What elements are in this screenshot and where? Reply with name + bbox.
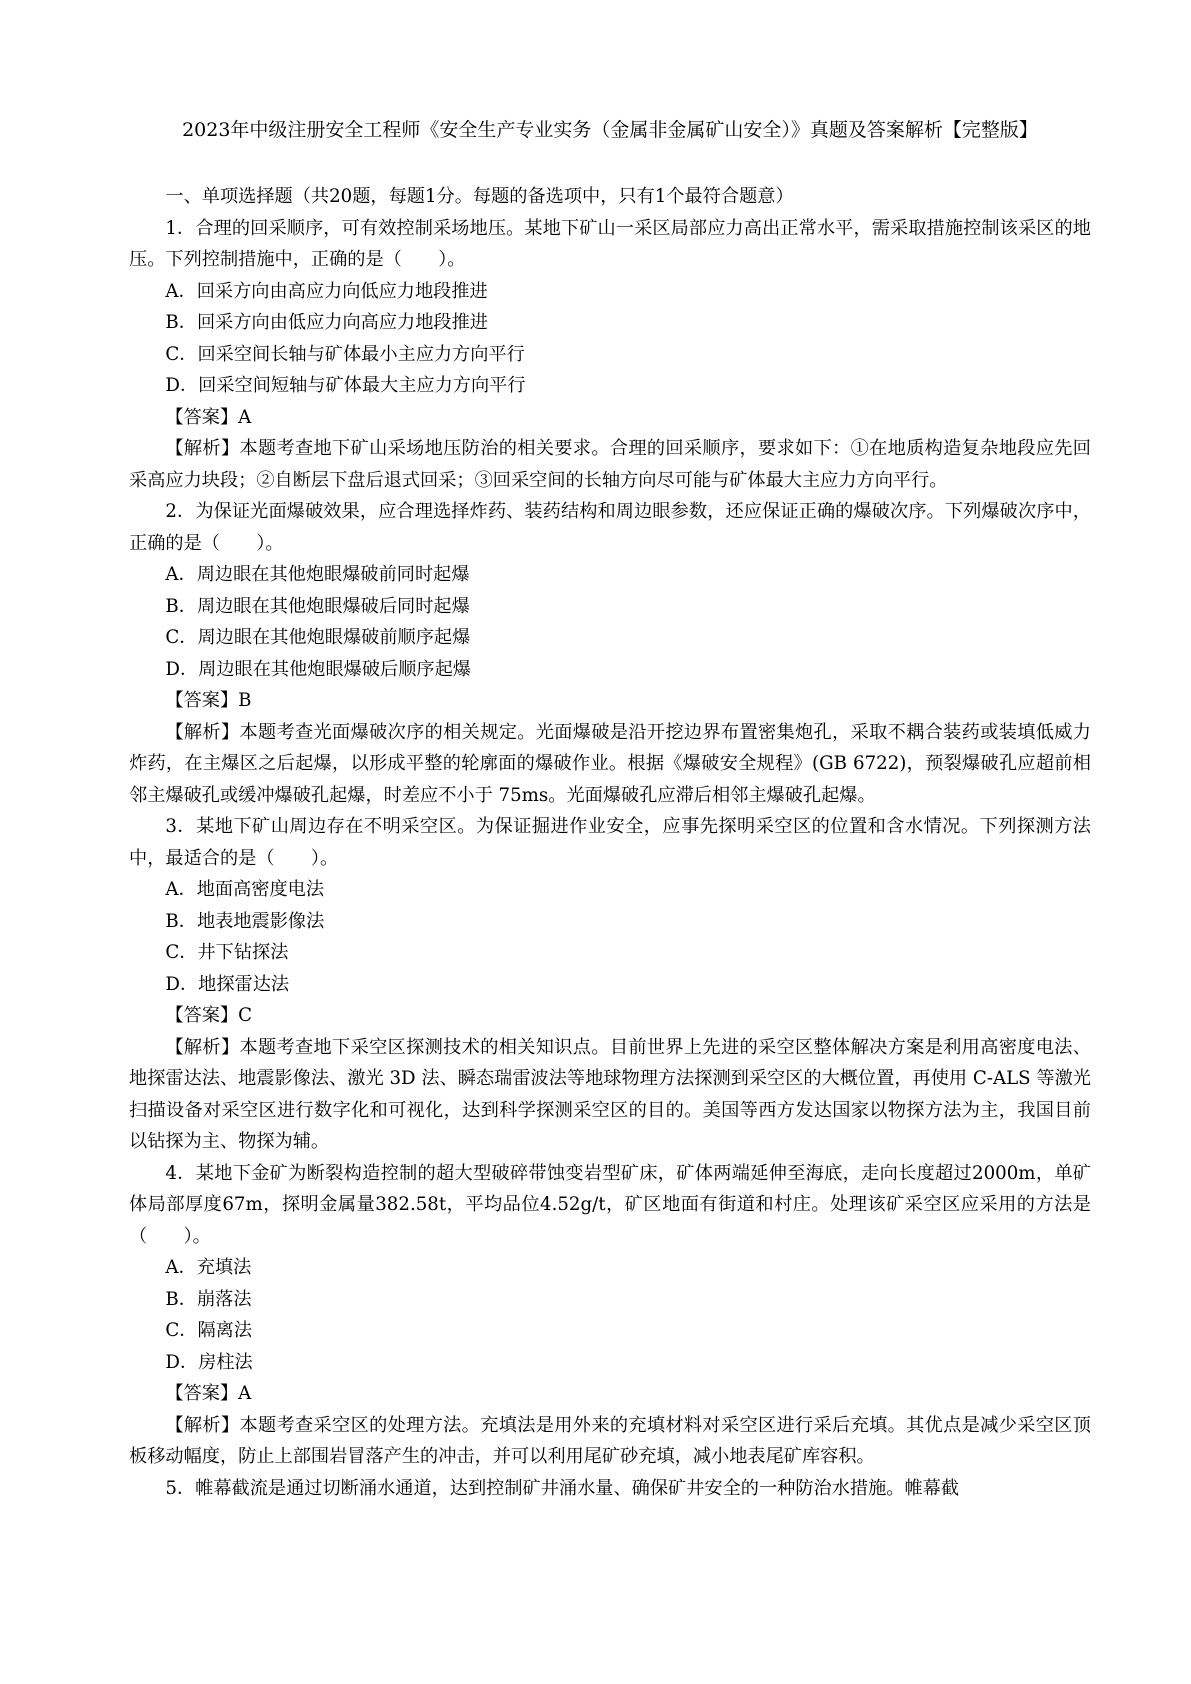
option-b: B．地表地震影像法 — [165, 910, 325, 932]
question-stem: 1．合理的回采顺序，可有效控制采场地压。某地下矿山一采区局部应力高出正常水平，需采取措施控制该采区的地压。下列控制措施中，正确的是（ ）。 — [129, 217, 1091, 270]
document-title: 2023年中级注册安全工程师《安全生产专业实务（金属非金属矿山安全）》真题及答案解析【完整版】 — [182, 119, 1038, 141]
analysis: 【解析】本题考查光面爆破次序的相关规定。光面爆破是沿开挖边界布置密集炮孔，采取不耦合装药或装填低威力炸药，在主爆区之后起爆，以形成平整的轮廓面的爆破作业。根据《爆破安全规程》(GB 6722)，预裂爆破孔应超前相邻主爆破孔或缓冲爆破孔起爆，时差应不小于 75ms。光面爆破孔应滞后相邻主爆破孔起爆。 — [129, 721, 1091, 806]
analysis: 【解析】本题考查地下矿山采场地压防治的相关要求。合理的回采顺序，要求如下：①在地质构造复杂地段应先回采高应力块段；②自断层下盘后退式回采；③回采空间的长轴方向尽可能与矿体最大主应力方向平行。 — [129, 438, 1091, 491]
option-a: A．充填法 — [165, 1257, 252, 1278]
question-2 — [129, 496, 1091, 811]
analysis: 【解析】本题考查地下采空区探测技术的相关知识点。目前世界上先进的采空区整体解决方案是利用高密度电法、地探雷达法、地震影像法、激光 3D 法、瞬态瑞雷波法等地球物理方法探测到采空区的大概位置，再使用 C-ALS 等激光扫描设备对采空区进行数字化和可视化，达到科学探测采空区的目的。美国等西方发达国家以物探方法为主，我国目前以钻探为主、物探为辅。 — [129, 1036, 1091, 1152]
answer: 【答案】A — [165, 406, 252, 428]
option-c: C．井下钻探法 — [165, 942, 289, 963]
question-stem: 2．为保证光面爆破效果，应合理选择炸药、装药结构和周边眼参数，还应保证正确的爆破次序。下列爆破次序中，正确的是（ ）。 — [129, 501, 1091, 554]
option-c: C．回采空间长轴与矿体最小主应力方向平行 — [165, 343, 525, 365]
option-c: C．隔离法 — [165, 1320, 253, 1341]
question-3 — [129, 811, 1091, 1158]
option-b: B．回采方向由低应力向高应力地段推进 — [165, 312, 488, 333]
option-d: D．回采空间短轴与矿体最大主应力方向平行 — [165, 375, 526, 396]
option-b: B．周边眼在其他炮眼爆破后同时起爆 — [165, 595, 470, 617]
answer: 【答案】C — [165, 1005, 253, 1026]
question-stem: 4．某地下金矿为断裂构造控制的超大型破碎带蚀变岩型矿床，矿体两端延伸至海底，走向长度超过2000m，单矿体局部厚度67m，探明金属量382.58t，平均品位4.52g/t，矿区地面有街道和村庄。处理该矿采空区应采用的方法是（ ）。 — [129, 1162, 1091, 1247]
answer: 【答案】B — [165, 690, 252, 711]
option-a: A．地面高密度电法 — [165, 879, 325, 900]
option-d: D．周边眼在其他炮眼爆破后顺序起爆 — [165, 658, 471, 680]
question-stem: 3．某地下矿山周边存在不明采空区。为保证掘进作业安全，应事先探明采空区的位置和含水情况。下列探测方法中，最适合的是（ ）。 — [129, 816, 1091, 869]
question-stem: 5．帷幕截流是通过切断涌水通道，达到控制矿井涌水量、确保矿井安全的一种防治水措施。帷幕截 — [165, 1477, 960, 1499]
answer: 【答案】A — [165, 1383, 252, 1404]
option-d: D．房柱法 — [165, 1351, 253, 1373]
option-d: D．地探雷达法 — [165, 973, 290, 995]
section-heading: 一、单项选择题（共20题，每题1分。每题的备选项中，只有1个最符合题意） — [165, 186, 794, 207]
question-4 — [129, 1158, 1091, 1473]
question-5 — [129, 1473, 1091, 1505]
option-b: B．崩落法 — [165, 1288, 252, 1310]
option-c: C．周边眼在其他炮眼爆破前顺序起爆 — [165, 627, 471, 648]
option-a: A．周边眼在其他炮眼爆破前同时起爆 — [165, 564, 470, 585]
document-body — [129, 181, 1091, 1504]
option-a: A．回采方向由高应力向低应力地段推进 — [165, 280, 488, 302]
analysis: 【解析】本题考查采空区的处理方法。充填法是用外来的充填材料对采空区进行采后充填。其优点是减少采空区顶板移动幅度，防止上部围岩冒落产生的冲击，并可以利用尾矿砂充填，减小地表尾矿库容积。 — [129, 1414, 1091, 1467]
question-1 — [129, 213, 1091, 497]
